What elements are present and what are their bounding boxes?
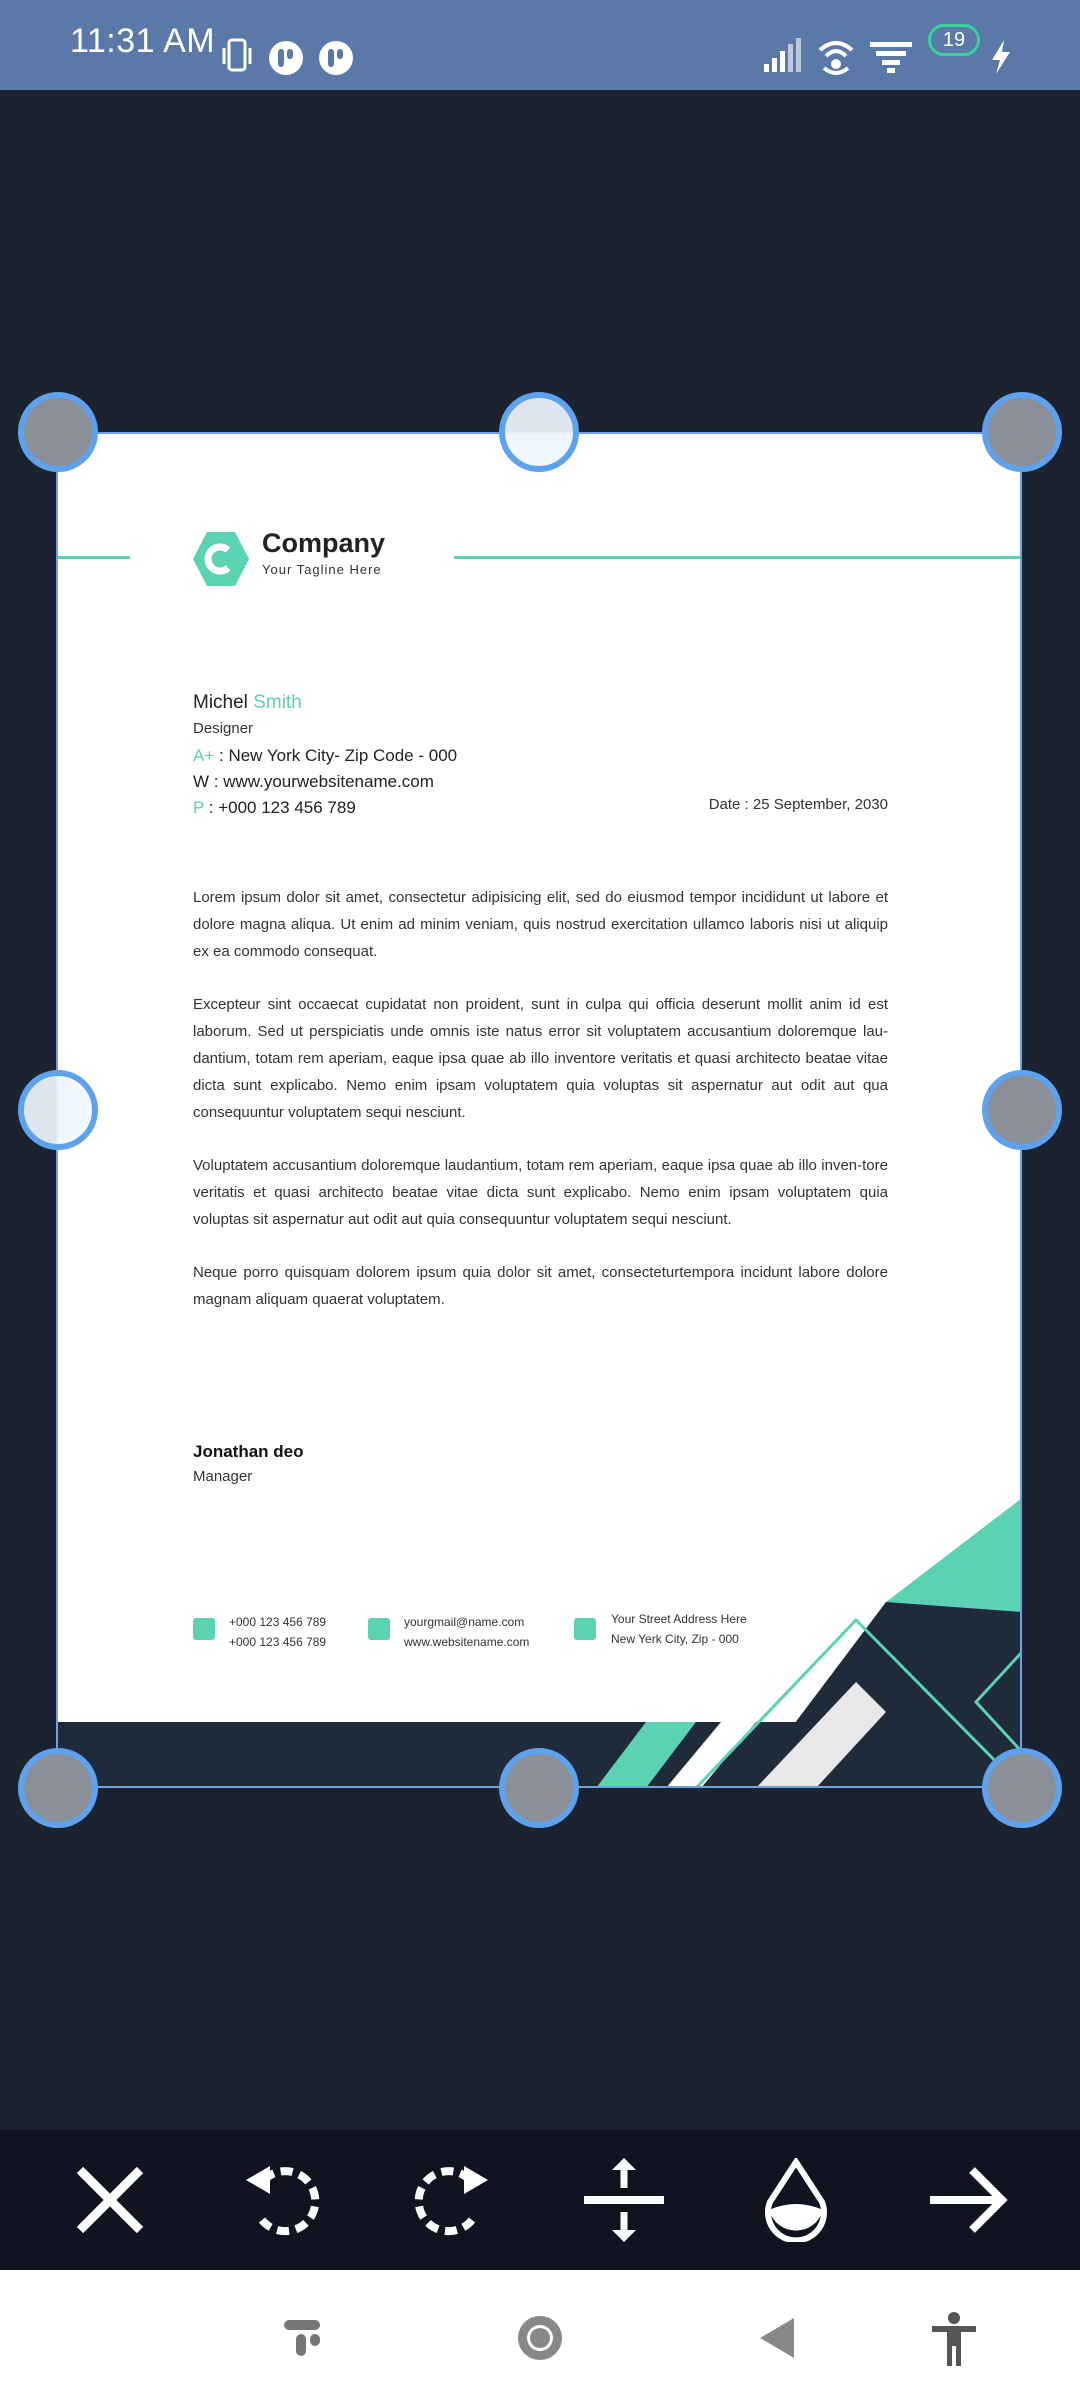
footer-email: yourgmail@name.com www.websitename.com (404, 1615, 530, 1649)
signer-role: Manager (193, 1468, 253, 1485)
rotate-left-icon[interactable] (240, 2158, 324, 2242)
app-icon[interactable] (276, 2308, 336, 2368)
wifi-icon (870, 40, 912, 74)
crop-handle-top[interactable] (499, 392, 579, 472)
vibrate-icon (222, 38, 254, 74)
document-page (56, 432, 1022, 1788)
flip-vertical-icon[interactable] (582, 2158, 666, 2242)
body-paragraph: Excepteur sint occaecat cupidatat non proident, sunt in culpa qui officia deserunt mollit anim id est laborum. Sed ut perspiciatis unde omnis iste natus error sit voluptatem accusantium doloremque lau-dantium, totam rem aperiam, eaque ipsa quae ab illo inventore veritatis et quasi architecto beatae vitae dicta sunt explicabo. Nemo enim ipsam voluptatem quia voluptas sit aspernatur aut odit aut qua consequuntur voluptatem sequi nesciunt. (193, 996, 888, 1121)
footer-address: Your Street Address Here New Yerk City, Zip - 000 (611, 1612, 747, 1646)
home-icon[interactable] (510, 2308, 570, 2368)
crop-handle-bottom-left[interactable] (18, 1748, 98, 1828)
body-paragraph: Voluptatem accusantium doloremque laudantium, totam rem aperiam, eaque ipsa quae ab illo inven-tore veritatis et quasi architecto beatae vitae dicta sunt explicabo. Nemo enim ipsam voluptatem quia voluptas sit aspernatur aut odit aut quia consequuntur voluptatem sequi nesciunt. (193, 1157, 888, 1228)
accessibility-icon[interactable] (924, 2308, 984, 2368)
sender-name (193, 692, 302, 714)
company-logo-icon (192, 530, 250, 588)
sender-last-name: Smith (253, 692, 302, 713)
crop-handle-right[interactable] (982, 1070, 1062, 1150)
contact-website: W : www.yourwebsitename.com (193, 772, 434, 791)
charging-icon (990, 40, 1012, 74)
body-paragraph: Lorem ipsum dolor sit amet, consectetur adipisicing elit, sed do eiusmod tempor incididunt ut labore et dolore magna aliqua. Ut enim ad minim veniam, quis nostrud exercitation ullamco laboris nisi ut aliquip ex ea commodo consequat. (193, 889, 888, 960)
sender-role: Designer (193, 720, 254, 737)
next-arrow-icon[interactable] (926, 2158, 1010, 2242)
footer-phone: +000 123 456 789 +000 123 456 789 (229, 1615, 327, 1649)
system-nav-bar (0, 2270, 1080, 2400)
contact-address: A+ : New York City- Zip Code - 000 (193, 746, 458, 765)
crop-handle-bottom-right[interactable] (982, 1748, 1062, 1828)
contact-phone: P : +000 123 456 789 (193, 798, 356, 817)
crop-handle-bottom[interactable] (499, 1748, 579, 1828)
back-icon[interactable] (748, 2308, 808, 2368)
header-line-left (56, 556, 130, 559)
drop-filter-icon[interactable] (754, 2158, 838, 2242)
letter-date: Date : 25 September, 2030 (708, 796, 888, 813)
signal-icon (762, 38, 802, 74)
body-paragraph: Neque porro quisquam dolorem ipsum quia dolor sit amet, consecteturtempora incidunt labore dolore magnam aliquam quaerat voluptatem. (193, 1264, 888, 1308)
app-badge-icon (268, 40, 304, 76)
sender-first-name: Michel (193, 692, 248, 713)
footer-decoration (56, 1452, 1022, 1788)
company-tagline: Your Tagline Here (262, 562, 382, 577)
close-icon[interactable] (68, 2158, 152, 2242)
crop-handle-top-left[interactable] (18, 392, 98, 472)
crop-handle-left[interactable] (18, 1070, 98, 1150)
edit-toolbar (0, 2130, 1080, 2270)
company-name: Company (262, 528, 386, 558)
hotspot-icon (816, 36, 856, 76)
rotate-right-icon[interactable] (410, 2158, 494, 2242)
status-time: 11:31 AM (70, 22, 216, 60)
status-bar (0, 0, 1080, 90)
header-line-right (454, 556, 1022, 559)
app-badge-icon (318, 40, 354, 76)
signer-name: Jonathan deo (193, 1442, 304, 1461)
battery-icon: 19 (928, 24, 980, 56)
crop-handle-top-right[interactable] (982, 392, 1062, 472)
